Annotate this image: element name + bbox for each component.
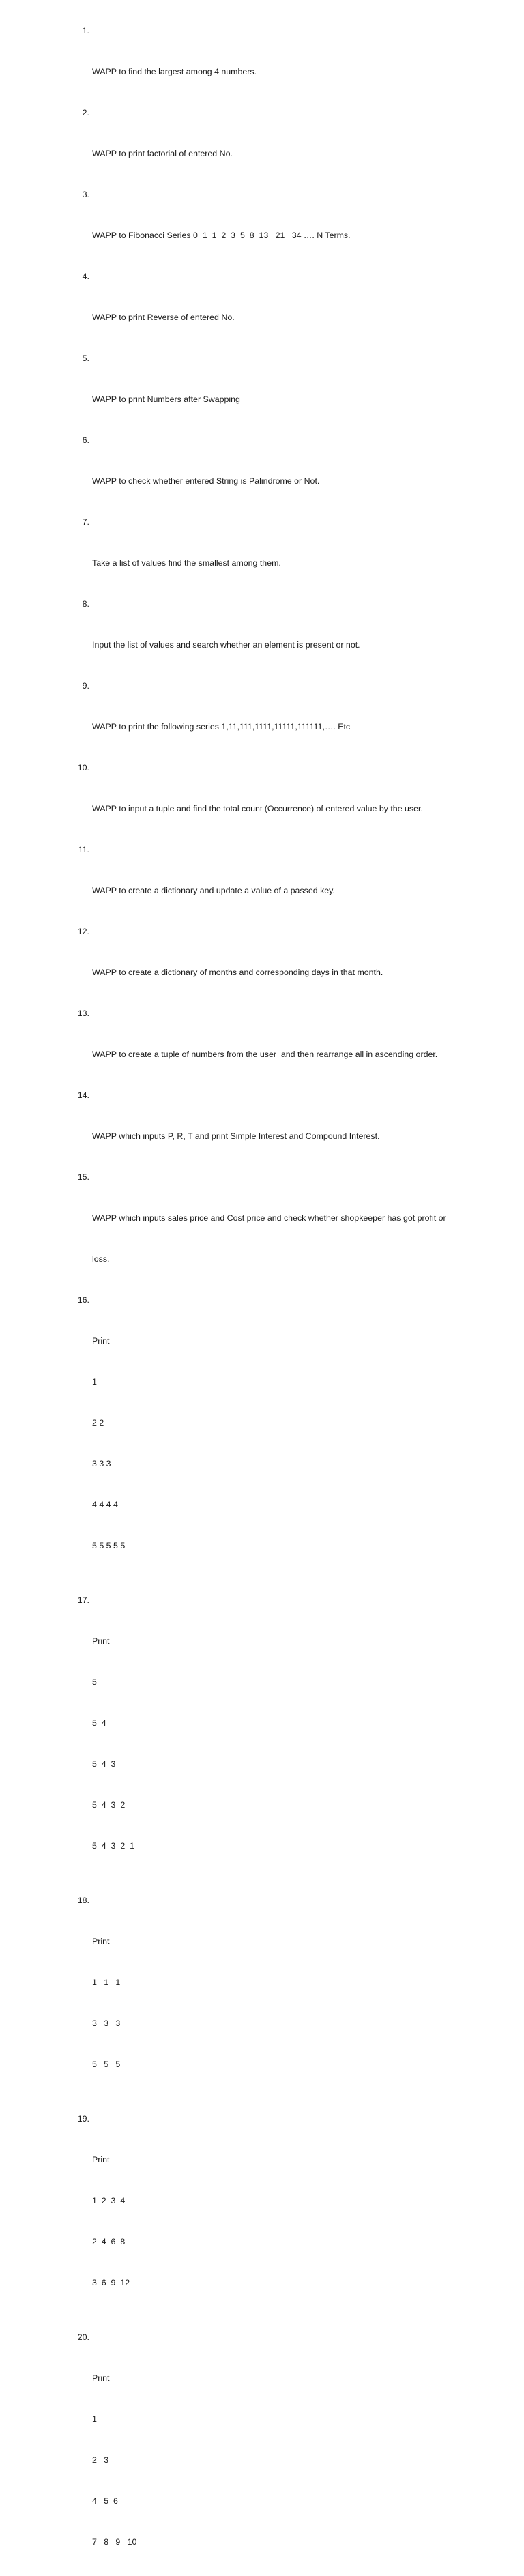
spacer (73, 1580, 482, 1593)
list-item (73, 1170, 482, 1293)
pattern-line: 3 3 3 (92, 2018, 121, 2028)
item-text: WAPP which inputs P, R, T and print Simple Interest and Compound Interest. (92, 1131, 380, 1141)
item-text: WAPP to check whether entered String is Palindrome or Not. (92, 476, 320, 486)
item-text: WAPP to find the largest among 4 numbers. (92, 67, 257, 76)
pattern-line: 5 (92, 1677, 97, 1687)
item-text: WAPP to print Reverse of entered No. (92, 313, 235, 322)
item-number: 3. (82, 190, 89, 199)
item-text: Take a list of values find the smallest among them. (92, 558, 281, 568)
pattern-label: Print (92, 1636, 110, 1646)
pattern-line: 3 6 9 12 (92, 2278, 130, 2287)
item-text: WAPP to create a dictionary and update a value of a passed key. (92, 886, 335, 895)
item-number: 8. (82, 599, 89, 609)
list-item (73, 1088, 482, 1170)
item-text: WAPP to create a tuple of numbers from the user and then rearrange all in ascending order. (92, 1050, 438, 1059)
item-text: Input the list of values and search whether an element is present or not. (92, 640, 360, 650)
list-item (73, 106, 482, 188)
exercise-list (73, 24, 482, 2576)
item-text: WAPP to print the following series 1,11,111,1111,11111,111111,…. Etc (92, 722, 351, 732)
pattern-line: 5 4 (92, 1718, 106, 1728)
item-text: WAPP which inputs sales price and Cost price and check whether shopkeeper has got profit or (92, 1213, 446, 1223)
pattern-line: 5 5 5 (92, 2059, 121, 2069)
item-text: WAPP to print factorial of entered No. (92, 149, 233, 158)
item-number: 18. (77, 1896, 89, 1905)
pattern-line: 5 4 3 (92, 1759, 116, 1769)
item-number: 15. (77, 1172, 89, 1182)
item-number: 13. (77, 1009, 89, 1018)
item-text: WAPP to Fibonacci Series 0 1 1 2 3 5 8 13 21 34 …. N Terms. (92, 231, 351, 240)
pattern-line: 1 2 3 4 (92, 2196, 126, 2205)
item-text-continuation: loss. (92, 1254, 110, 1264)
list-item (73, 351, 482, 433)
pattern-item (73, 1894, 482, 2098)
pattern-line: 5 4 3 2 (92, 1800, 126, 1810)
pattern-line: 5 5 5 5 5 (92, 1541, 126, 1550)
item-number: 2. (82, 108, 89, 117)
list-item (73, 24, 482, 106)
item-number: 1. (82, 26, 89, 35)
item-number: 6. (82, 435, 89, 445)
pattern-line: 3 3 3 (92, 1459, 111, 1468)
pattern-item (73, 1293, 482, 1580)
list-item (73, 515, 482, 597)
pattern-line: 2 3 (92, 2455, 109, 2465)
spacer (73, 2098, 482, 2112)
pattern-label: Print (92, 2373, 110, 2383)
pattern-item (73, 2112, 482, 2317)
pattern-line: 2 4 6 8 (92, 2237, 126, 2246)
pattern-label: Print (92, 1937, 110, 1946)
pattern-line: 7 8 9 10 (92, 2537, 137, 2547)
list-item (73, 1007, 482, 1088)
pattern-line: 1 (92, 1377, 97, 1387)
item-text: WAPP to print Numbers after Swapping (92, 394, 240, 404)
item-number: 16. (77, 1295, 89, 1305)
pattern-item (73, 1593, 482, 1880)
item-number: 5. (82, 353, 89, 363)
list-item (73, 925, 482, 1007)
pattern-label: Print (92, 2155, 110, 2165)
pattern-line: 4 4 4 4 (92, 1500, 118, 1509)
item-number: 4. (82, 272, 89, 281)
item-text: WAPP to input a tuple and find the total count (Occurrence) of entered value by the user. (92, 804, 423, 813)
item-number: 10. (77, 763, 89, 772)
list-item (73, 761, 482, 843)
list-item (73, 679, 482, 761)
item-number: 9. (82, 681, 89, 691)
list-item (73, 270, 482, 351)
list-item (73, 433, 482, 515)
item-text: WAPP to create a dictionary of months and corresponding days in that month. (92, 968, 383, 977)
spacer (73, 1880, 482, 1894)
pattern-item (73, 2330, 482, 2576)
item-number: 7. (82, 517, 89, 527)
item-number: 20. (77, 2332, 89, 2342)
item-number: 12. (77, 927, 89, 936)
pattern-line: 4 5 6 (92, 2496, 118, 2506)
item-number: 19. (77, 2114, 89, 2124)
list-item (73, 597, 482, 679)
list-item (73, 843, 482, 925)
spacer (73, 2317, 482, 2330)
item-number: 14. (77, 1090, 89, 1100)
pattern-line: 1 1 1 (92, 1978, 121, 1987)
pattern-label: Print (92, 1336, 110, 1346)
pattern-line: 5 4 3 2 1 (92, 1841, 134, 1851)
item-number: 11. (78, 845, 89, 854)
item-number: 17. (77, 1595, 89, 1605)
list-item (73, 188, 482, 270)
pattern-line: 1 (92, 2414, 97, 2424)
pattern-line: 2 2 (92, 1418, 104, 1428)
